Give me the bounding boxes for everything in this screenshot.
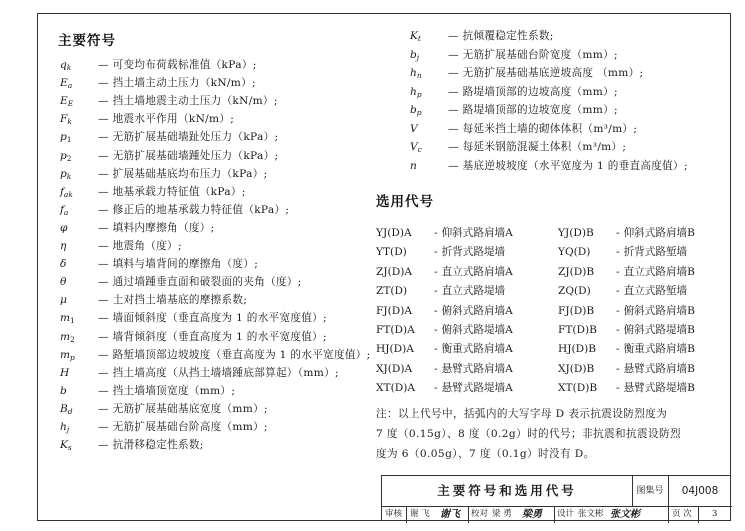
symbol-letter: n: [410, 159, 417, 172]
symbol-description: 基底逆坡坡度（水平宽度为 1 的垂直高度值）;: [462, 159, 688, 172]
left_symbols-row: [60, 56, 257, 74]
symbol-subscript: c: [417, 145, 422, 154]
code: YJ(D)A: [376, 227, 412, 239]
symbol-letter: K: [410, 30, 418, 42]
symbol-letter: θ: [60, 276, 67, 289]
symbol-subscript: k: [66, 171, 72, 181]
right_symbols-row: [410, 46, 618, 64]
dash: -: [434, 304, 438, 317]
code-entry: [558, 243, 687, 261]
dash: -: [434, 285, 438, 298]
divider: [554, 507, 555, 523]
symbol-subscript: j: [416, 52, 420, 62]
dash: —: [448, 85, 459, 98]
code-description: 仰斜式路肩墙A: [441, 227, 513, 239]
symbol-description: 通过墙踵垂直面和破裂面的夹角（度）;: [112, 276, 302, 289]
divider: [668, 507, 669, 523]
symbol: [60, 237, 94, 255]
symbol-description: 填料与墙背间的摩擦角（度）;: [112, 258, 259, 271]
symbol: [60, 219, 94, 237]
left_symbols-row: [60, 165, 267, 183]
title-block: [381, 475, 731, 521]
code: YT(D): [376, 246, 407, 259]
code-entry: [558, 282, 687, 300]
symbol-letter: m: [60, 348, 71, 361]
dash: —: [98, 95, 109, 108]
symbol-subscript: 1: [70, 316, 75, 326]
divider: [406, 507, 407, 523]
symbol-description: 无筋扩展基础墙踵处压力（kPa）;: [112, 149, 279, 162]
check-label: 校对: [471, 509, 489, 519]
dash: —: [448, 122, 459, 135]
symbol-letter: m: [60, 330, 71, 343]
symbol-letter: f: [60, 203, 64, 216]
note-line: 7 度（0.15g）、8 度（0.2g）时的代号；非抗震和抗震设防烈: [376, 428, 681, 440]
code: ZQ(D): [558, 285, 591, 298]
left_symbols-row: [60, 74, 256, 92]
symbol-description: 每延米挡土墙的砌体体积（m³/m）;: [462, 122, 638, 135]
reviewer-signature: 谢飞: [440, 509, 460, 520]
dash: -: [616, 304, 620, 317]
left_symbols-row: [60, 237, 182, 255]
code-description: 悬臂式路堤墙B: [623, 382, 695, 395]
symbol-letter: F: [60, 113, 68, 126]
symbol-description: 挡土墙地震主动土压力（kN/m）;: [112, 95, 278, 108]
left_symbols-row: [60, 418, 268, 436]
right_symbols-row: [410, 64, 643, 82]
dash: —: [98, 258, 109, 271]
dash: -: [616, 362, 620, 375]
symbol-description: 地震水平作用（kN/m）;: [112, 113, 235, 126]
code: FT(D)B: [558, 324, 597, 336]
dash: —: [98, 77, 109, 90]
code-description: 衡重式路肩墙A: [441, 343, 513, 356]
dash: —: [98, 439, 109, 452]
symbol: [60, 382, 94, 400]
symbol: [60, 273, 94, 291]
code: FT(D)A: [376, 324, 415, 336]
symbol-subscript: 1: [66, 135, 72, 145]
dash: —: [98, 59, 109, 71]
page-label: 页 次: [672, 509, 692, 519]
designer-signature: 张文彬: [610, 509, 640, 520]
symbol: [60, 436, 94, 457]
symbol-letter: h: [60, 421, 67, 433]
signature-row: [382, 506, 732, 523]
code-entry: [558, 263, 695, 281]
symbol-description: 无筋扩展基础台阶宽度（mm）;: [462, 48, 618, 61]
left_symbols-row: [60, 382, 235, 400]
code: ZJ(D)B: [558, 265, 595, 278]
symbol-description: 土对挡土墙基底的摩擦系数;: [112, 294, 248, 307]
page-number: 3: [712, 509, 718, 519]
symbol-letter: K: [60, 439, 68, 452]
code: XT(D)B: [558, 382, 598, 395]
code-description: 折背式路堑墙: [623, 246, 688, 259]
note-line: 度为 6（0.05g）、7 度（0.1g）时没有 D。: [376, 448, 595, 460]
code-entry: [558, 340, 695, 358]
dash: -: [616, 382, 620, 395]
code: XT(D)A: [376, 382, 416, 395]
symbol-subscript: d: [67, 406, 73, 416]
right_symbols-row: [410, 101, 618, 119]
dash: -: [434, 246, 438, 259]
symbol-letter: f: [60, 185, 64, 198]
atlas-number-label: 图集号: [632, 476, 669, 506]
dash: —: [448, 104, 459, 116]
designer-name: 张文彬: [578, 509, 604, 519]
symbol-letter: q: [60, 59, 67, 71]
code-description: 俯斜式路肩墙A: [441, 304, 513, 317]
right_symbols-row: [410, 120, 637, 138]
dash: —: [98, 384, 109, 397]
symbol: [60, 291, 94, 309]
left_symbols-row: [60, 201, 289, 219]
dash: -: [616, 246, 620, 259]
symbol-description: 无筋扩展基础台阶高度（mm）;: [112, 421, 268, 433]
symbol-letter: b: [410, 48, 417, 61]
atlas-number: 04J008: [681, 485, 719, 497]
symbol: [60, 364, 94, 382]
left_symbols-row: [60, 400, 268, 418]
symbol-subscript: k: [66, 63, 72, 72]
code-description: 直立式路肩墙B: [623, 265, 695, 278]
symbol-letter: V: [410, 141, 418, 153]
left_symbols-row: [60, 92, 278, 110]
symbol-description: 路堤墙顶部的边坡宽度（mm）;: [462, 104, 618, 116]
symbol-description: 路堤墙顶部的边坡高度（mm）;: [462, 85, 618, 98]
dash: —: [98, 330, 109, 343]
code-entry: [376, 224, 513, 242]
symbol-subscript: n: [416, 71, 422, 80]
code: ZJ(D)A: [376, 265, 413, 278]
left_symbols-row: [60, 219, 215, 237]
symbol-letter: b: [410, 104, 417, 116]
dash: —: [98, 294, 109, 307]
symbol-description: 地震角（度）;: [112, 240, 182, 252]
symbol: [410, 157, 444, 175]
dash: -: [616, 265, 620, 278]
symbol-description: 可变均布荷载标准值（kPa）;: [112, 59, 257, 71]
symbol-description: 无筋扩展基础基底逆坡高度 （mm）;: [462, 67, 644, 79]
symbol: [60, 255, 94, 273]
dash: —: [98, 312, 109, 325]
symbol-description: 抗滑移稳定性系数;: [112, 439, 204, 452]
symbol-subscript: s: [67, 443, 72, 453]
symbol-letter: η: [60, 240, 67, 252]
design-label: 设计: [557, 509, 575, 519]
code: HJ(D)B: [558, 343, 597, 356]
code-description: 衡重式路肩墙B: [623, 343, 695, 356]
reviewer-name: 谢 飞: [410, 509, 430, 519]
right_symbols-row: [410, 138, 626, 156]
symbol-description: 每延米钢筋混凝土体积（m³/m）;: [462, 141, 627, 153]
symbol-letter: E: [60, 77, 68, 90]
codes-heading: 选用代号: [376, 194, 434, 210]
code-description: 俯斜式路堤墙A: [441, 324, 513, 336]
symbol-subscript: p: [416, 89, 422, 99]
code-description: 俯斜式路肩墙B: [623, 304, 695, 317]
symbol-subscript: j: [66, 425, 70, 434]
symbol-description: 挡土墙高度（从挡土墙墙踵底部算起）（mm）;: [112, 366, 339, 379]
dash: —: [448, 67, 459, 79]
dash: -: [434, 227, 438, 239]
dash: —: [98, 348, 109, 361]
symbol-letter: E: [60, 95, 68, 108]
divider: [698, 507, 699, 523]
dash: —: [98, 240, 109, 252]
symbol-description: 无筋扩展基础基底宽度（mm）;: [112, 402, 268, 415]
dash: —: [98, 185, 109, 198]
symbol-subscript: p: [70, 352, 75, 362]
left_symbols-row: [60, 346, 371, 364]
symbol-description: 路堑墙顶部边坡坡度（垂直高度为 1 的水平宽度值）;: [112, 348, 371, 361]
left_symbols-row: [60, 436, 204, 454]
code: HJ(D)A: [376, 343, 414, 356]
left_symbols-row: [60, 273, 302, 291]
title-block-title: 主要符号和选用代号: [382, 476, 633, 506]
symbol-subscript: 2: [66, 153, 72, 163]
symbol-letter: h: [410, 67, 417, 79]
dash: —: [98, 402, 109, 415]
code: XJ(D)B: [558, 362, 595, 375]
review-label: 审核: [385, 509, 403, 519]
dash: —: [98, 149, 109, 162]
divider: [468, 507, 469, 523]
code-entry: [376, 379, 513, 397]
symbol-description: 扩展基础基底均布压力（kPa）;: [112, 167, 268, 180]
symbol-description: 挡土墙墙顶宽度（mm）;: [112, 384, 236, 397]
right_symbols-row: [410, 157, 688, 175]
code-entry: [376, 282, 505, 300]
symbol-subscript: ak: [63, 189, 73, 199]
code-entry: [376, 360, 513, 378]
symbol-letter: b: [60, 384, 67, 397]
dash: —: [98, 167, 109, 180]
dash: —: [98, 421, 109, 433]
symbol-letter: m: [60, 312, 71, 325]
code-entry: [376, 263, 513, 281]
dash: —: [448, 141, 459, 153]
code: YJ(D)B: [558, 227, 594, 239]
symbol-subscript: k: [67, 117, 72, 127]
right-symbol-list: [410, 27, 730, 177]
left-symbol-list: [60, 56, 371, 461]
code-description: 悬臂式路肩墙A: [441, 362, 513, 375]
right_symbols-row: [410, 27, 554, 45]
dash: -: [616, 343, 620, 356]
left_symbols-row: [60, 291, 247, 309]
code-entry: [376, 340, 513, 358]
note-block: [376, 404, 726, 464]
symbol-description: 地基承载力特征值（kPa）;: [112, 185, 246, 198]
symbol-subscript: a: [67, 81, 73, 91]
dash: —: [98, 276, 109, 289]
code-description: 仰斜式路肩墙B: [623, 227, 695, 239]
checker-name: 梁 勇: [492, 509, 512, 519]
left_symbols-row: [60, 183, 246, 201]
code-entry: [558, 224, 695, 242]
symbols-heading: 主要符号: [58, 33, 116, 49]
symbol-description: 无筋扩展基础墙趾处压力（kPa）;: [112, 131, 279, 144]
dash: -: [434, 265, 438, 278]
symbol-letter: V: [410, 122, 418, 135]
code-entry: [558, 302, 695, 320]
left_symbols-row: [60, 255, 258, 273]
code-description: 直立式路堑墙: [623, 285, 688, 298]
code-entry: [558, 321, 695, 339]
symbol-description: 挡土墙主动土压力（kN/m）;: [112, 77, 256, 90]
symbol-subscript: 2: [70, 334, 75, 344]
left_symbols-row: [60, 128, 278, 146]
symbol: [410, 120, 444, 138]
code: FJ(D)A: [376, 304, 413, 317]
symbol-description: 墙面倾斜度（垂直高度为 1 的水平宽度值）;: [112, 312, 327, 325]
symbol-description: 抗倾覆稳定性系数;: [462, 30, 554, 42]
code-entry: [376, 302, 513, 320]
left_symbols-row: [60, 328, 327, 346]
code-description: 悬臂式路堤墙A: [441, 382, 513, 395]
symbol-subscript: E: [67, 99, 74, 109]
left_symbols-row: [60, 309, 327, 327]
code-entry: [376, 243, 505, 261]
code-description: 俯斜式路堤墙B: [623, 324, 695, 336]
dash: —: [98, 366, 109, 379]
code: YQ(D): [558, 246, 591, 259]
code-entry: [376, 321, 513, 339]
symbol-subscript: a: [63, 207, 69, 217]
dash: -: [616, 227, 620, 239]
dash: —: [98, 203, 109, 216]
code-description: 悬臂式路肩墙B: [623, 362, 695, 375]
code: FJ(D)B: [558, 304, 595, 317]
dash: -: [434, 362, 438, 375]
dash: -: [434, 343, 438, 356]
dash: —: [98, 221, 109, 234]
dash: -: [434, 324, 438, 336]
code-description: 折背式路堤墙: [441, 246, 506, 259]
symbol-letter: p: [60, 167, 67, 180]
symbol-description: 修正后的地基承载力特征值（kPa）;: [112, 203, 290, 216]
code: XJ(D)A: [376, 362, 413, 375]
code-entry: [558, 360, 695, 378]
symbol-letter: B: [60, 402, 68, 415]
symbol-letter: h: [410, 85, 417, 98]
left_symbols-row: [60, 364, 339, 382]
symbol-description: 墙背倾斜度（垂直高度为 1 的水平宽度值）;: [112, 330, 327, 343]
symbol-letter: δ: [60, 258, 67, 271]
dash: —: [98, 131, 109, 144]
code-entry: [558, 379, 695, 397]
code-description: 直立式路堤墙: [441, 285, 506, 298]
symbol-subscript: t: [417, 34, 421, 43]
symbol-description: 填料内摩擦角（度）;: [112, 221, 215, 234]
symbol-letter: φ: [60, 221, 68, 234]
dash: —: [448, 30, 459, 42]
dash: —: [448, 159, 459, 172]
dash: -: [616, 324, 620, 336]
code-description: 直立式路肩墙A: [441, 265, 513, 278]
dash: -: [616, 285, 620, 298]
left_symbols-row: [60, 147, 278, 165]
symbol-subscript: p: [416, 108, 422, 117]
symbol-letter: p: [60, 131, 67, 144]
checker-signature: 梁勇: [522, 509, 542, 520]
dash: -: [434, 382, 438, 395]
dash: —: [98, 113, 109, 126]
symbol-letter: μ: [60, 294, 67, 307]
symbol-letter: H: [60, 366, 70, 379]
symbol-letter: p: [60, 149, 67, 162]
dash: —: [448, 48, 459, 61]
right_symbols-row: [410, 83, 618, 101]
note-line: 注：以上代号中，括弧内的大写字母 D 表示抗震设防烈度为: [376, 408, 668, 420]
left_symbols-row: [60, 110, 234, 128]
code: ZT(D): [376, 285, 408, 298]
